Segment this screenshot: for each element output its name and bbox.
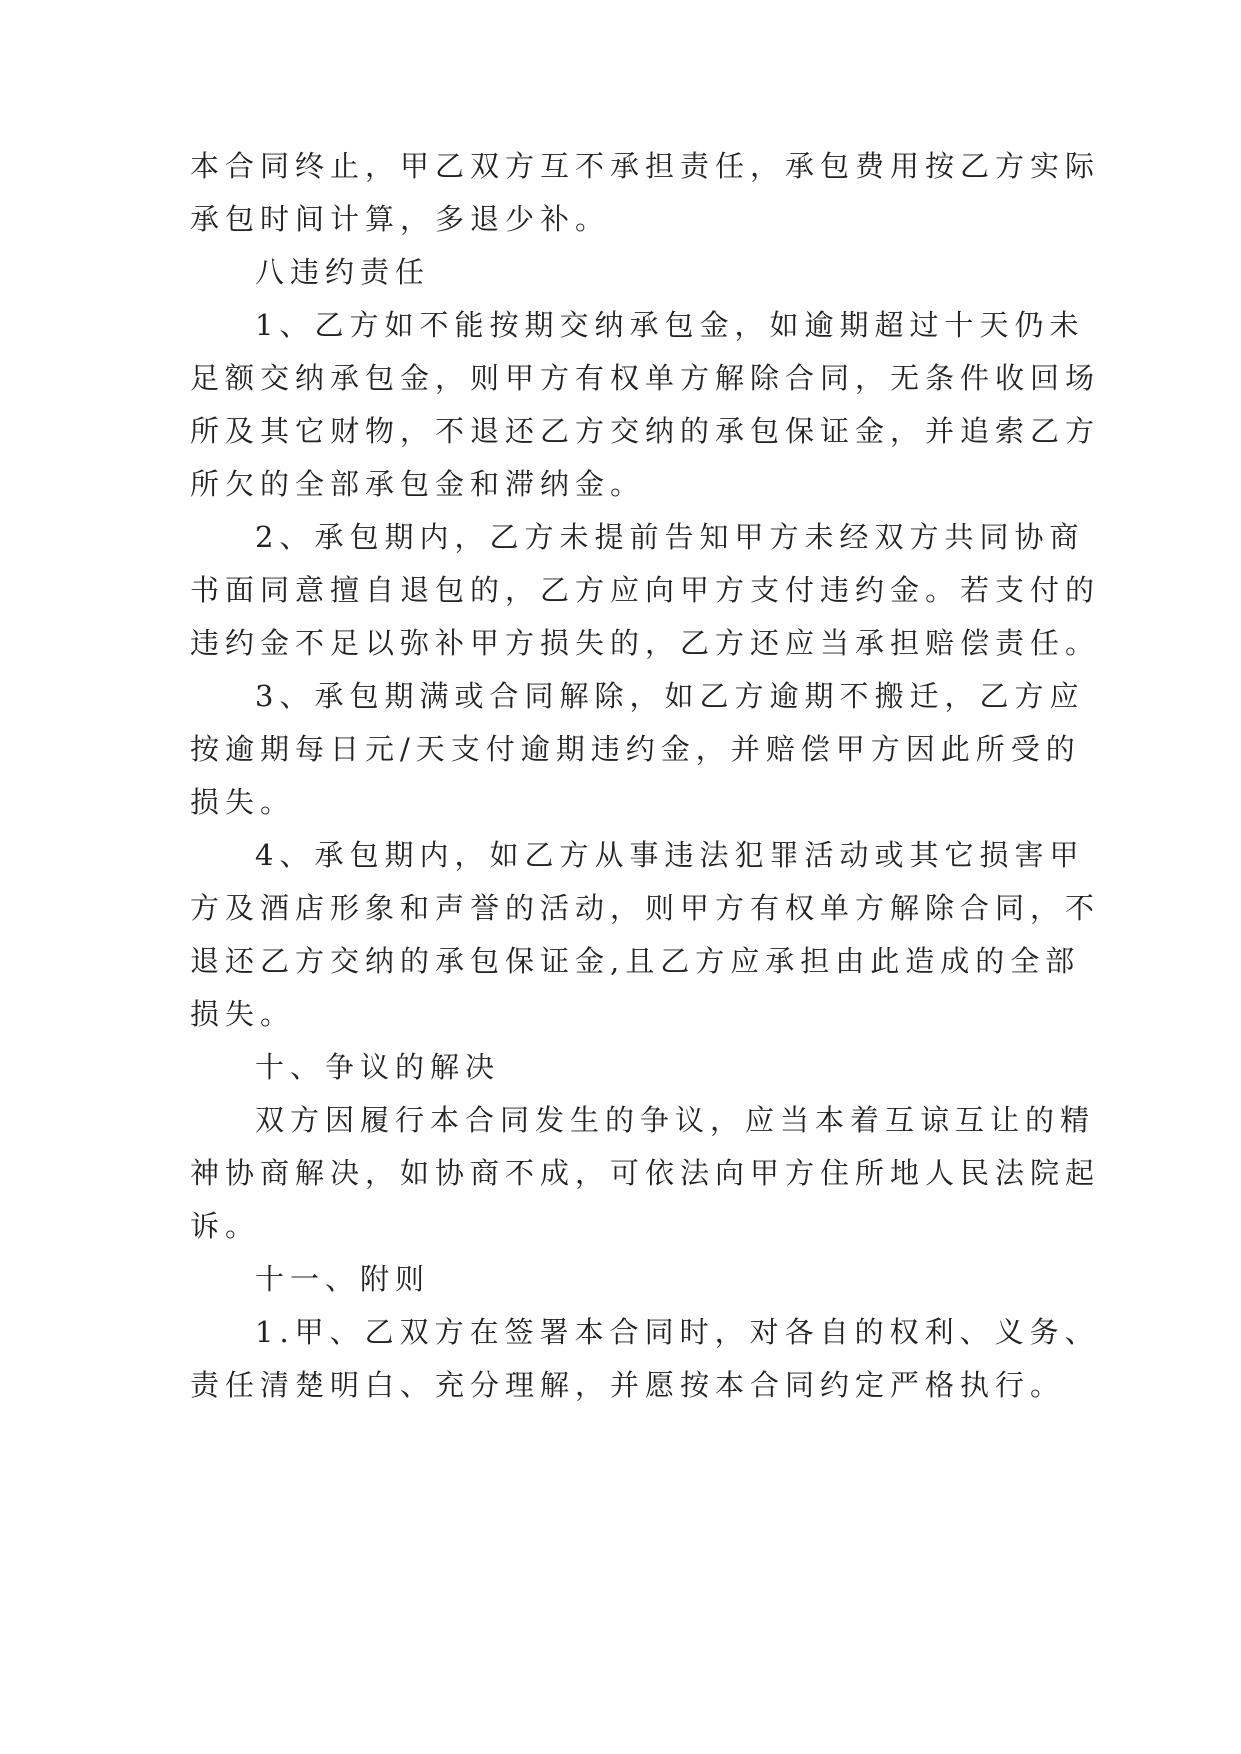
text-line: 损失。 [190, 997, 296, 1031]
section-heading: 八违约责任 [255, 255, 431, 289]
section-heading: 十一、附则 [255, 1262, 431, 1296]
text-line: 承包时间计算，多退少补。 [190, 202, 611, 236]
text-line: 所欠的全部承包金和滞纳金。 [190, 467, 646, 501]
text-line: 3、承包期满或合同解除，如乙方逾期不搬迁，乙方应 [255, 679, 1085, 713]
text-line: 责任清楚明白、充分理解，并愿按本合同约定严格执行。 [190, 1368, 1066, 1402]
text-line: 诉。 [190, 1209, 261, 1243]
text-line: 损失。 [190, 785, 296, 819]
text-line: 方及酒店形象和声誉的活动，则甲方有权单方解除合同，不 [190, 891, 1101, 925]
text-line: 退还乙方交纳的承包保证金,且乙方应承担由此造成的全部 [190, 944, 1081, 978]
text-line: 按逾期每日元/天支付逾期违约金，并赔偿甲方因此所受的 [190, 732, 1081, 766]
section-heading: 十、争议的解决 [255, 1050, 501, 1084]
text-line: 足额交纳承包金，则甲方有权单方解除合同，无条件收回场 [190, 361, 1101, 395]
text-line: 1、乙方如不能按期交纳承包金，如逾期超过十天仍未 [255, 308, 1085, 342]
text-line: 1.甲、乙双方在签署本合同时，对各自的权利、义务、 [255, 1315, 1100, 1349]
text-line: 2、承包期内，乙方未提前告知甲方未经双方共同协商 [255, 520, 1085, 554]
text-line: 违约金不足以弥补甲方损失的，乙方还应当承担赔偿责任。 [190, 626, 1101, 660]
text-line: 双方因履行本合同发生的争议，应当本着互谅互让的精 [255, 1103, 1096, 1137]
text-line: 所及其它财物，不退还乙方交纳的承包保证金，并追索乙方 [190, 414, 1101, 448]
text-line: 本合同终止，甲乙双方互不承担责任，承包费用按乙方实际 [190, 149, 1101, 183]
text-line: 4、承包期内，如乙方从事违法犯罪活动或其它损害甲 [255, 838, 1085, 872]
text-line: 书面同意擅自退包的，乙方应向甲方支付违约金。若支付的 [190, 573, 1101, 607]
text-line: 神协商解决，如协商不成，可依法向甲方住所地人民法院起 [190, 1156, 1101, 1190]
